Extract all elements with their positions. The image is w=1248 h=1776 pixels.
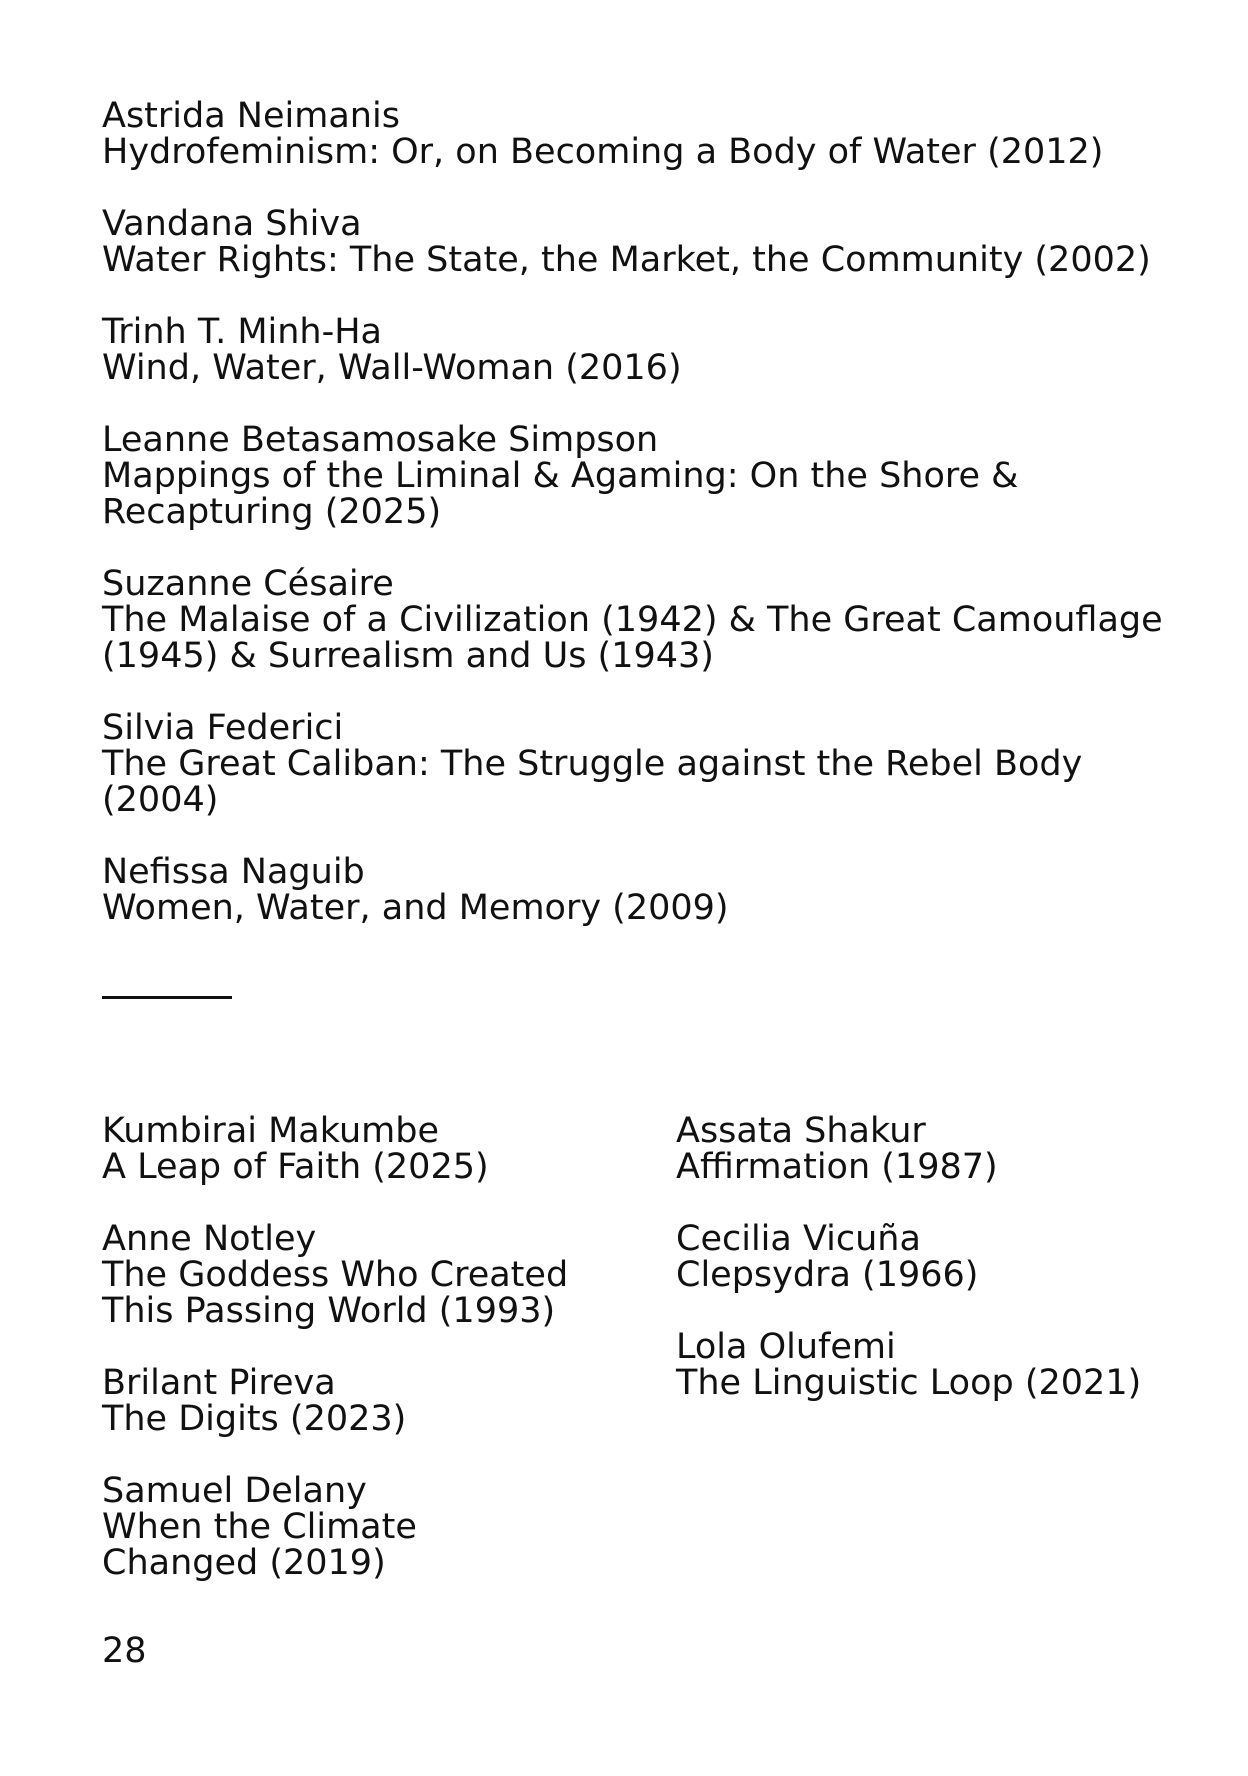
entry-title: Hydrofeminism: Or, on Becoming a Body of Water (2012) — [102, 132, 1104, 172]
entry-author: Brilant Pireva — [102, 1363, 336, 1403]
list-item — [102, 314, 1202, 386]
entry-author: Anne Notley — [102, 1219, 317, 1259]
entry-title: The Digits (2023) — [102, 1399, 407, 1439]
entry-author: Lola Olufemi — [676, 1327, 896, 1367]
list-item — [102, 854, 1202, 926]
page-number: 28 — [102, 1631, 147, 1671]
entry-author: Nefissa Naguib — [102, 852, 365, 892]
list-item — [102, 1473, 642, 1581]
list-item — [102, 1221, 642, 1329]
list-item — [102, 98, 1202, 170]
list-item — [102, 1365, 642, 1437]
reading-list-top — [102, 98, 1202, 962]
entry-title: The Malaise of a Civilization (1942) & The Great Camouflage (1945) & Surrealism and Us (1943) — [102, 600, 1163, 676]
list-item — [102, 710, 1202, 818]
entry-title: The Great Caliban: The Struggle against the Rebel Body (2004) — [102, 744, 1083, 820]
section-divider — [102, 996, 232, 999]
entry-title: Clepsydra (1966) — [676, 1255, 979, 1295]
entry-title: The Linguistic Loop (2021) — [676, 1363, 1142, 1403]
entry-author: Astrida Neimanis — [102, 96, 400, 136]
reading-list-left-column — [102, 1113, 642, 1617]
entry-title: The Goddess Who Created This Passing World (1993) — [102, 1255, 569, 1331]
list-item — [102, 1113, 642, 1185]
entry-title: When the Climate Changed (2019) — [102, 1507, 417, 1583]
entry-title: Mappings of the Liminal & Agaming: On the Shore & Recapturing (2025) — [102, 456, 1019, 532]
entry-author: Kumbirai Makumbe — [102, 1111, 439, 1151]
list-item — [676, 1113, 1216, 1185]
entry-author: Samuel Delany — [102, 1471, 367, 1511]
entry-author: Suzanne Césaire — [102, 564, 394, 604]
entry-title: Water Rights: The State, the Market, the Community (2002) — [102, 240, 1151, 280]
reading-list-right-column — [676, 1113, 1216, 1437]
list-item — [102, 566, 1202, 674]
list-item — [102, 206, 1202, 278]
entry-title: Wind, Water, Wall-Woman (2016) — [102, 348, 682, 388]
list-item — [676, 1329, 1216, 1401]
entry-author: Assata Shakur — [676, 1111, 926, 1151]
entry-author: Trinh T. Minh-Ha — [102, 312, 382, 352]
entry-title: Affirmation (1987) — [676, 1147, 998, 1187]
entry-title: Women, Water, and Memory (2009) — [102, 888, 729, 928]
list-item — [102, 422, 1202, 530]
entry-author: Cecilia Vicuña — [676, 1219, 921, 1259]
list-item — [676, 1221, 1216, 1293]
entry-author: Leanne Betasamosake Simpson — [102, 420, 659, 460]
entry-title: A Leap of Faith (2025) — [102, 1147, 489, 1187]
entry-author: Vandana Shiva — [102, 204, 362, 244]
entry-author: Silvia Federici — [102, 708, 344, 748]
